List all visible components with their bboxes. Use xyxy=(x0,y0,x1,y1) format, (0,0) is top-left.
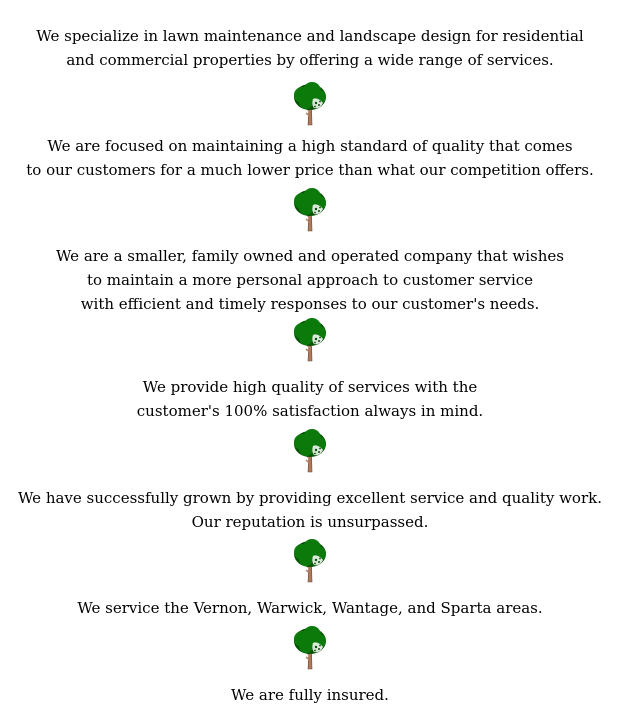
tree-icon xyxy=(292,318,328,362)
tree-icon xyxy=(292,188,328,232)
paragraph-line: We provide high quality of services with the xyxy=(142,378,478,396)
paragraph-line: We specialize in lawn maintenance and landscape design for residential xyxy=(36,27,584,45)
paragraph-line: We are fully insured. xyxy=(231,686,389,704)
paragraph-insured xyxy=(0,683,620,707)
paragraph-line: with efficient and timely responses to our customer's needs. xyxy=(80,295,540,313)
paragraph-line: We service the Vernon, Warwick, Wantage, and Sparta areas. xyxy=(77,599,543,617)
paragraph-reputation xyxy=(0,486,620,534)
paragraph-line: customer's 100% satisfaction always in mind. xyxy=(136,402,484,420)
tree-icon xyxy=(292,539,328,583)
paragraph-line: to our customers for a much lower price than what our competition offers. xyxy=(26,161,594,179)
paragraph-quality xyxy=(0,134,620,182)
paragraph-line: to maintain a more personal approach to customer service xyxy=(86,271,534,289)
tree-icon xyxy=(292,82,328,126)
paragraph-line: We are focused on maintaining a high standard of quality that comes xyxy=(47,137,573,155)
paragraph-service-areas xyxy=(0,596,620,620)
paragraph-line: and commercial properties by offering a wide range of services. xyxy=(66,51,554,69)
paragraph-satisfaction xyxy=(0,375,620,423)
paragraph-line: Our reputation is unsurpassed. xyxy=(191,513,429,531)
tree-icon xyxy=(292,626,328,670)
paragraph-line: We are a smaller, family owned and operated company that wishes xyxy=(55,247,564,265)
tree-icon xyxy=(292,429,328,473)
paragraph-line: We have successfully grown by providing excellent service and quality work. xyxy=(17,489,602,507)
paragraph-family-owned xyxy=(0,244,620,316)
paragraph-specialize xyxy=(0,24,620,72)
